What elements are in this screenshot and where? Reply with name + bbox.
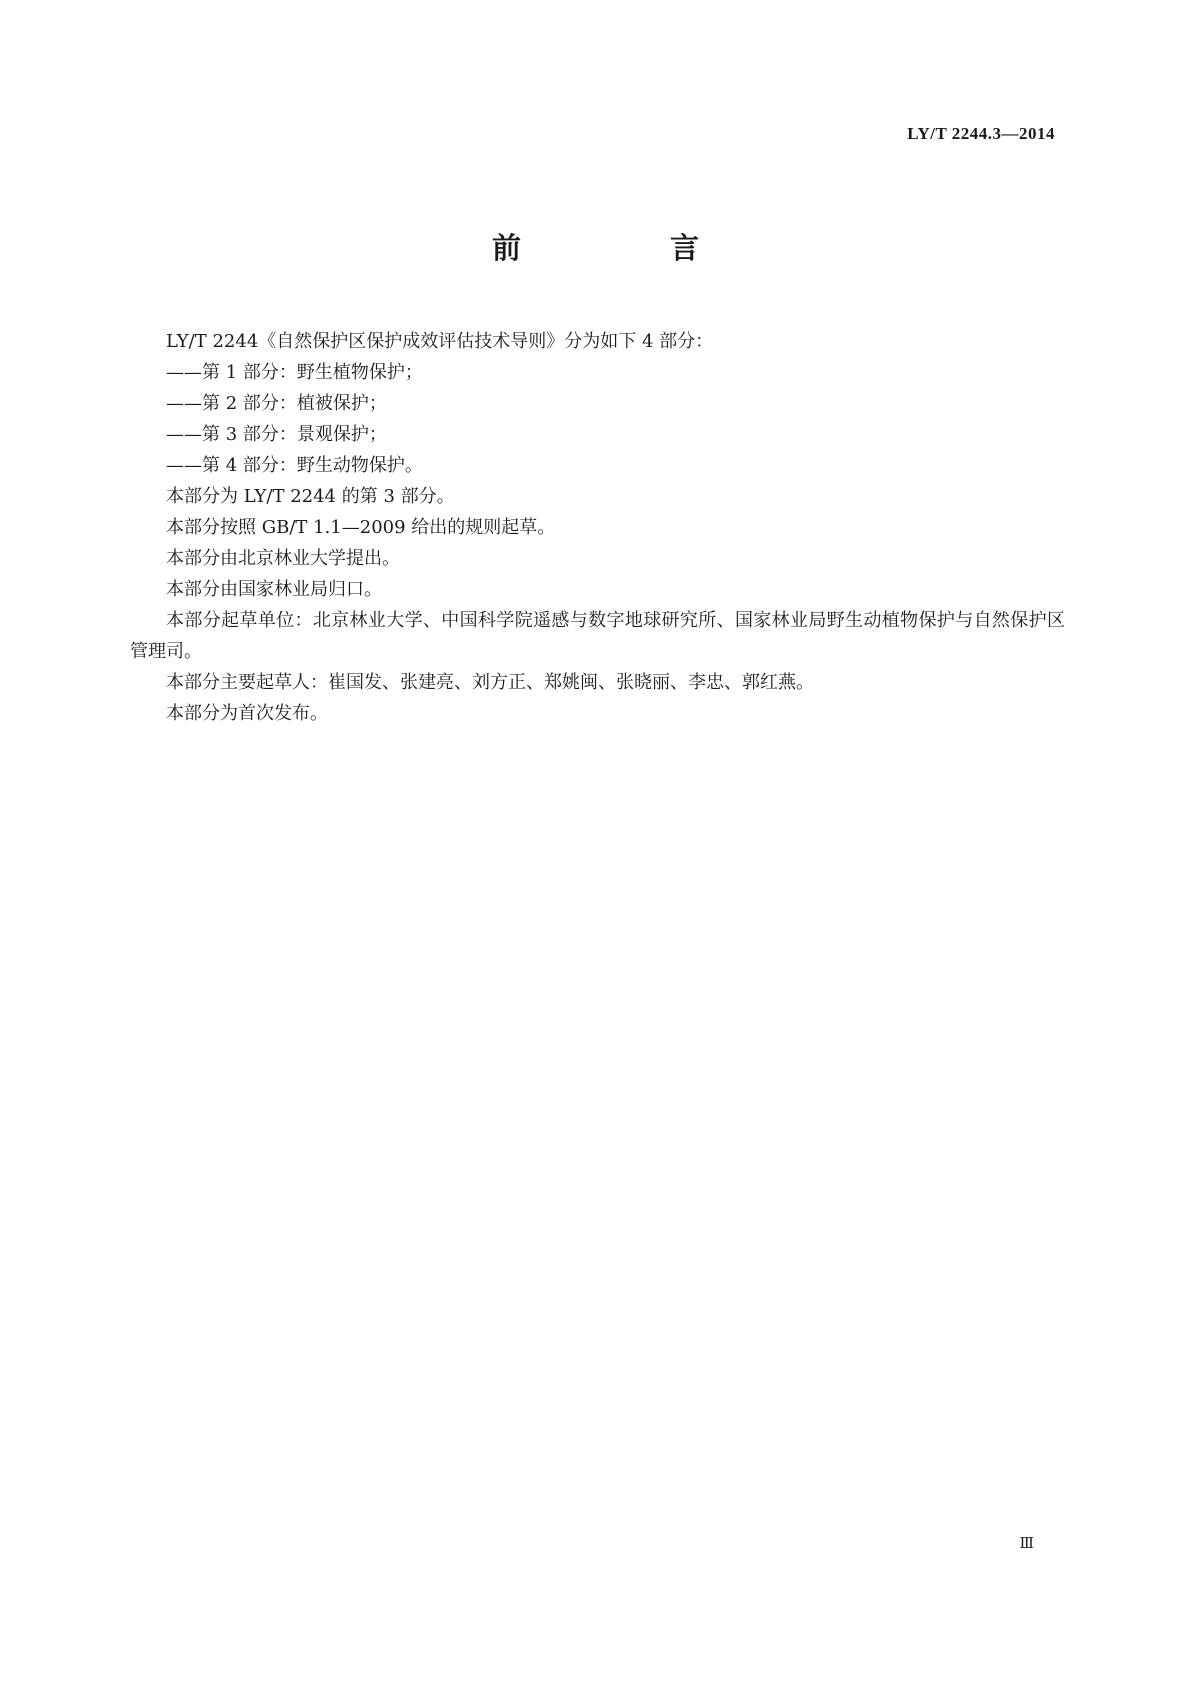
list-item-part-1: ——第 1 部分：野生植物保护； xyxy=(166,362,423,383)
paragraph-centralized-unit: 本部分由国家林业局归口。 xyxy=(166,579,382,600)
paragraph-part-statement: 本部分为 LY/T 2244 的第 3 部分。 xyxy=(166,486,455,507)
paragraph-drafting-rules: 本部分按照 GB/T 1.1—2009 给出的规则起草。 xyxy=(166,517,556,538)
page-title: 前 言 xyxy=(491,231,759,265)
paragraph-proposer: 本部分由北京林业大学提出。 xyxy=(166,548,400,569)
paragraph-intro: LY/T 2244《自然保护区保护成效评估技术导则》分为如下 4 部分： xyxy=(166,331,714,352)
paragraph-drafting-units: 本部分起草单位：北京林业大学、中国科学院遥感与数字地球研究所、国家林业局野生动植物保护与自然保护区管理司。 xyxy=(130,610,1065,662)
paragraph-first-release: 本部分为首次发布。 xyxy=(166,703,328,724)
list-item-part-3: ——第 3 部分：景观保护； xyxy=(166,424,387,445)
paragraph-drafters: 本部分主要起草人：崔国发、张建亮、刘方正、郑姚闽、张晓丽、李忠、郭红燕。 xyxy=(166,672,814,693)
standard-code: LY/T 2244.3—2014 xyxy=(907,124,1055,143)
document-body xyxy=(130,326,1065,729)
list-item-part-4: ——第 4 部分：野生动物保护。 xyxy=(166,455,423,476)
page-number: Ⅲ xyxy=(1019,1536,1034,1552)
list-item-part-2: ——第 2 部分：植被保护； xyxy=(166,393,387,414)
